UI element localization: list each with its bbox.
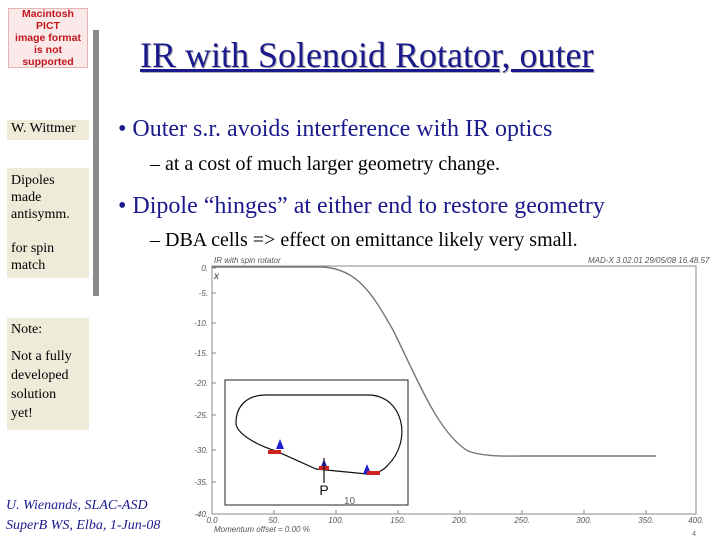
note-line: yet!: [11, 406, 33, 421]
y-tick-label: -25.: [194, 411, 208, 420]
x-tick-label: 50.: [268, 516, 280, 525]
y-tick-label: -20.: [194, 379, 208, 388]
dipole-magnet-marker: [268, 450, 281, 454]
author-box: [7, 120, 89, 140]
plot-header-code: MAD-X 3.02.01 29/05/08 16.48.57: [588, 256, 710, 265]
x-tick-label: 400.: [688, 516, 704, 525]
dipole-magnet-marker: [367, 471, 380, 475]
y-axis-label: x: [214, 271, 219, 282]
footer-line-2: SuperB WS, Elba, 1-Jun-08: [6, 518, 161, 533]
note-line: developed: [11, 368, 69, 383]
note-box: [7, 318, 89, 430]
author-name: W. Wittmer: [11, 121, 76, 136]
y-tick-label: -30.: [194, 446, 208, 455]
inset-ip-label: P: [319, 482, 329, 498]
title-divider-bar: [93, 30, 99, 296]
pict-placeholder-text: Macintosh PICT image format is not supported: [15, 8, 81, 68]
spin-line: for spin: [11, 241, 55, 256]
y-tick-label: -40.: [194, 510, 208, 519]
x-tick-label: 100.: [328, 516, 344, 525]
sub-bullet-1: – at a cost of much larger geometry change.: [150, 153, 501, 175]
inset-frame: [225, 380, 408, 505]
page-number: 4: [692, 531, 696, 538]
bullet-1: • Outer s.r. avoids interference with IR optics: [118, 116, 553, 142]
slide-title: IR with Solenoid Rotator, outer: [140, 35, 594, 75]
sub-bullet-2: – DBA cells => effect on emittance likely very small.: [150, 229, 578, 251]
plot-header-title: IR with spin rotator: [214, 256, 281, 265]
dipoles-line: Dipoles: [11, 173, 55, 188]
dipoles-note-box: [7, 168, 89, 278]
x-tick-label: 200.: [452, 516, 468, 525]
note-line: Not a fully: [11, 349, 72, 364]
note-line: solution: [11, 387, 57, 402]
bullet-2-text: Dipole “hinges” at either end to restore geometry: [132, 193, 605, 219]
y-tick-label: -5.: [198, 289, 208, 298]
pict-placeholder-image: [8, 8, 88, 68]
orbit-plot: [148, 255, 718, 540]
x-tick-label: 300.: [576, 516, 592, 525]
y-tick-label: -10.: [194, 319, 208, 328]
footer-credits: [6, 496, 160, 536]
x-tick-label: 250.: [514, 516, 530, 525]
bullet-1-text: Outer s.r. avoids interference with IR optics: [132, 116, 553, 142]
bullet-2: • Dipole “hinges” at either end to restore geometry: [118, 193, 605, 219]
inset-number: 10: [344, 496, 356, 507]
footer-line-1: U. Wienands, SLAC-ASD: [6, 498, 148, 513]
x-tick-label: 0.0: [206, 516, 218, 525]
dipoles-line: made: [11, 190, 42, 205]
dipoles-line: antisymm.: [11, 207, 70, 222]
x-axis-label: Momentum offset = 0.00 %: [214, 525, 310, 534]
y-tick-label: -35.: [194, 478, 208, 487]
x-tick-label: 350.: [638, 516, 654, 525]
y-tick-label: 0.: [201, 264, 208, 273]
note-label: Note:: [11, 322, 43, 337]
y-tick-label: -15.: [194, 349, 208, 358]
x-tick-label: 150.: [390, 516, 406, 525]
spin-line: match: [11, 258, 46, 273]
